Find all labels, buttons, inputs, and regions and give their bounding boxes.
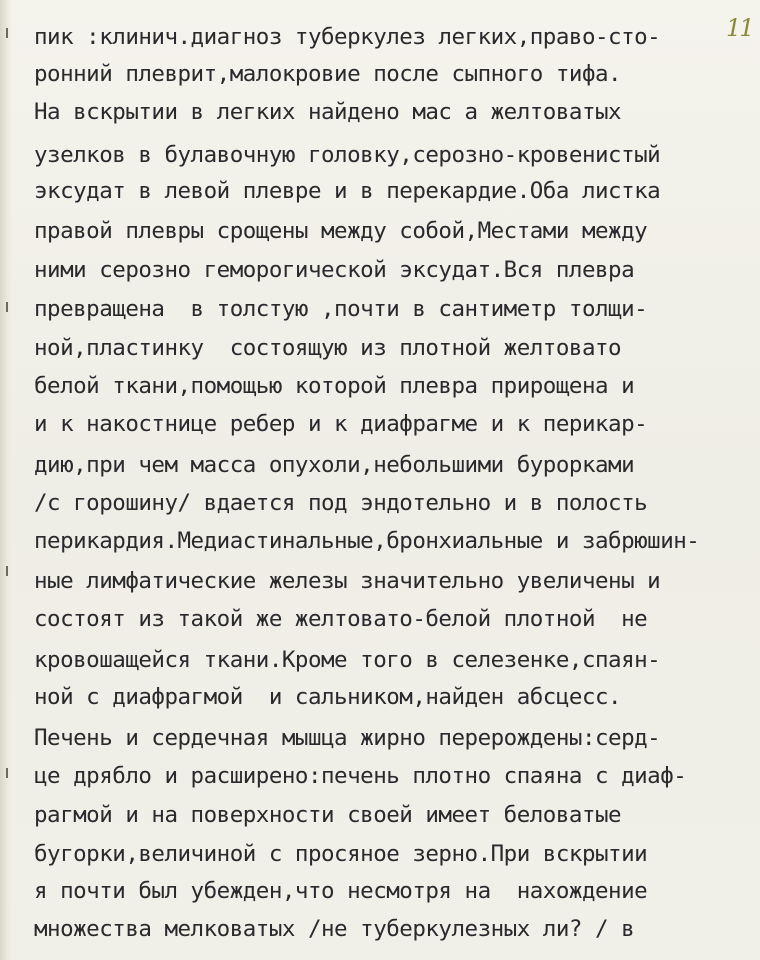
text-line: множества мелковатых /не туберкулезных ли? / в bbox=[34, 916, 635, 942]
text-line: бугорки,величиной с просяное зерно.При вскрытии bbox=[34, 841, 648, 867]
text-line: ной,пластинку состоящую из плотной желтовато bbox=[34, 335, 622, 361]
text-line: превращена в толстую ,почти в сантиметр толщи- bbox=[34, 296, 648, 322]
text-line: /с горошину/ вдается под эндотельно и в полость bbox=[34, 490, 648, 516]
text-line: ной с диафрагмой и сальником,найден абсцесс. bbox=[34, 684, 622, 710]
text-line: я почти был убежден,что несмотря на нахождение bbox=[34, 878, 648, 904]
text-line: перикардия.Медиастинальные,бронхиальные и забрюшин- bbox=[34, 528, 700, 554]
text-line: состоят из такой же желтовато-белой плотной не bbox=[34, 606, 648, 632]
text-line: эксудат в левой плевре и в перекардие.Оба листка bbox=[34, 178, 661, 204]
text-line: ные лимфатические железы значительно увеличены и bbox=[34, 568, 661, 594]
text-line: и к накостнице ребер и к диафрагме и к перикар- bbox=[34, 411, 648, 437]
text-line: ними серозно геморогической эксудат.Вся плевра bbox=[34, 257, 635, 283]
text-line: Печень и сердечная мышца жирно перерождены:серд- bbox=[34, 725, 661, 751]
text-line: ронний плеврит,малокровие после сыпного тифа. bbox=[34, 61, 622, 87]
text-line: узелков в булавочную головку,серозно-кровенистый bbox=[34, 142, 661, 168]
text-line: белой ткани,помощью которой плевра прирощена и bbox=[34, 373, 635, 399]
text-line: це дрябло и расширено:печень плотно спаяна с диаф- bbox=[34, 763, 687, 789]
text-line: рагмой и на поверхности своей имеет беловатые bbox=[34, 802, 622, 828]
text-line: На вскрытии в легких найдено мас а желтоватых bbox=[34, 99, 622, 125]
text-line: пик :клинич.диагноз туберкулез легких,право-сто- bbox=[34, 24, 661, 50]
text-line: правой плевры срощены между собой,Местами между bbox=[34, 218, 648, 244]
text-line: кровошащейся ткани.Кроме того в селезенке,спаян- bbox=[34, 647, 661, 673]
text-line: дию,при чем масса опухоли,небольшими бурорками bbox=[34, 452, 635, 478]
page-number: 11 bbox=[726, 14, 753, 42]
